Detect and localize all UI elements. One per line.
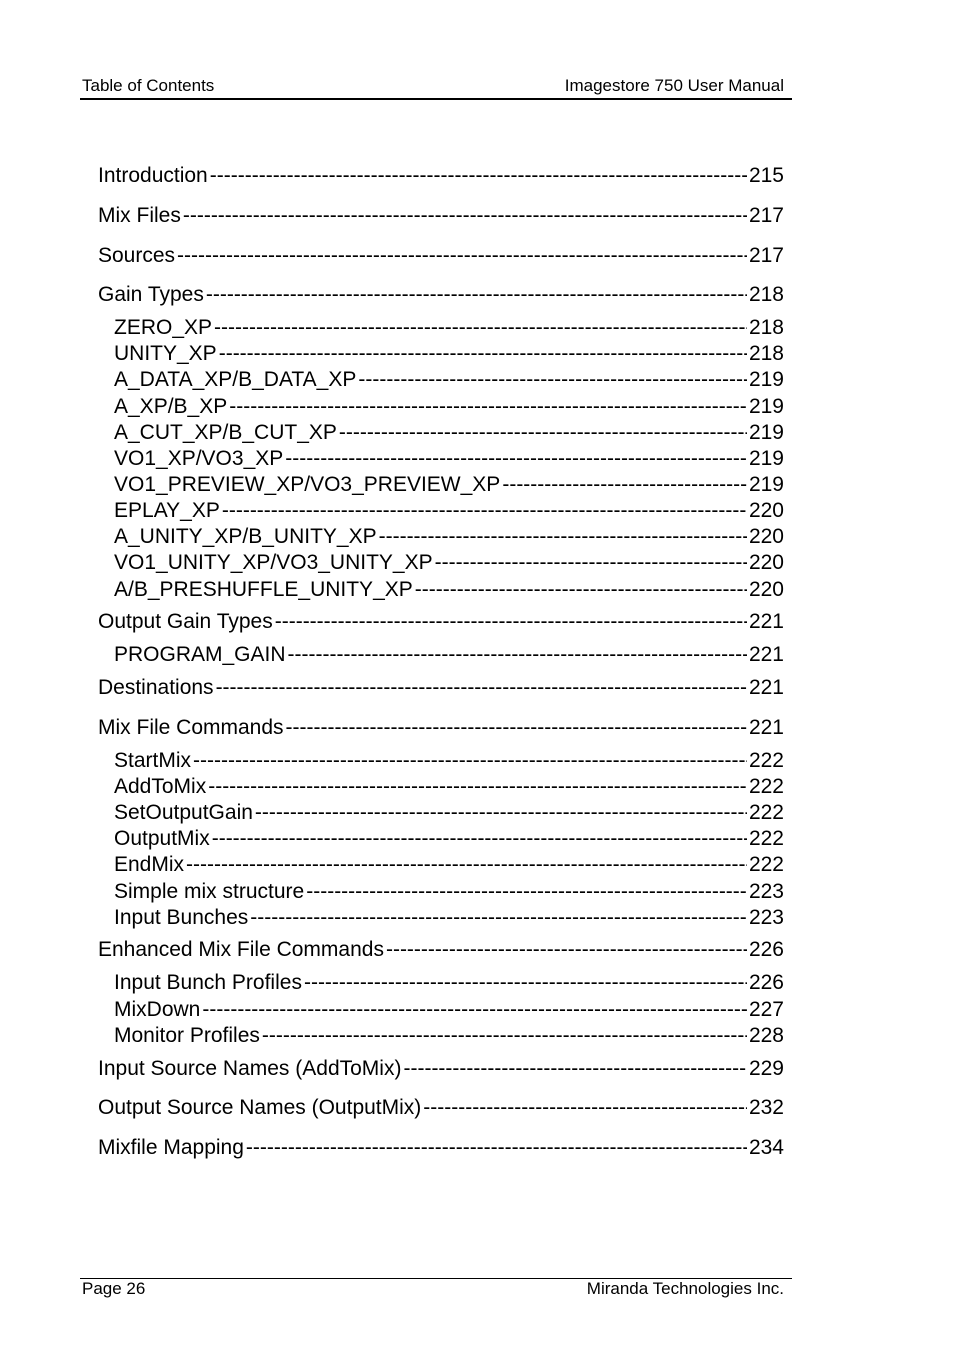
toc-leader-dots bbox=[288, 643, 747, 667]
toc-entry-title: UNITY_XP bbox=[114, 342, 217, 365]
toc-entry[interactable] bbox=[98, 164, 784, 188]
toc-entry[interactable] bbox=[98, 716, 784, 740]
toc-leader-dots bbox=[183, 204, 747, 228]
toc-entry-title: Input Source Names (AddToMix) bbox=[98, 1057, 402, 1080]
toc-leader-dots bbox=[304, 971, 747, 995]
toc-leader-dots bbox=[222, 499, 747, 523]
toc-leader-dots bbox=[275, 610, 747, 634]
toc-entry[interactable] bbox=[114, 578, 784, 602]
toc-entry[interactable] bbox=[114, 1024, 784, 1048]
toc-entry[interactable] bbox=[98, 244, 784, 268]
toc-entry-page: 234 bbox=[748, 1136, 784, 1159]
toc-entry-title: EPLAY_XP bbox=[114, 499, 220, 522]
toc-entry-title: SetOutputGain bbox=[114, 801, 253, 824]
toc-entry-page: 221 bbox=[748, 716, 784, 739]
toc-entry-page: 222 bbox=[748, 775, 784, 798]
toc-entry-title: A_XP/B_XP bbox=[114, 395, 228, 418]
toc-leader-dots bbox=[255, 801, 747, 825]
toc-entry-title: ZERO_XP bbox=[114, 316, 213, 339]
toc-entry[interactable] bbox=[114, 749, 784, 773]
toc-entry-page: 219 bbox=[748, 395, 784, 418]
toc-leader-dots bbox=[286, 716, 747, 740]
toc-entry-title: Mixfile Mapping bbox=[98, 1136, 244, 1159]
toc-entry-page: 229 bbox=[748, 1057, 784, 1080]
toc-entry[interactable] bbox=[114, 525, 784, 549]
toc-leader-dots bbox=[403, 1057, 746, 1081]
toc-entry-title: OutputMix bbox=[114, 827, 210, 850]
toc-entry-title: VO1_PREVIEW_XP/VO3_PREVIEW_XP bbox=[114, 473, 501, 496]
toc-entry[interactable] bbox=[114, 971, 784, 995]
toc-entry[interactable] bbox=[114, 342, 784, 366]
toc-entry-title: A/B_PRESHUFFLE_UNITY_XP bbox=[114, 578, 413, 601]
toc-entry-page: 222 bbox=[748, 853, 784, 876]
toc-entry-page: 220 bbox=[748, 578, 784, 601]
toc-entry-page: 226 bbox=[748, 971, 784, 994]
toc-entry-page: 232 bbox=[748, 1096, 784, 1119]
toc-entry-page: 222 bbox=[748, 827, 784, 850]
page-footer bbox=[80, 1278, 792, 1305]
toc-leader-dots bbox=[435, 551, 747, 575]
toc-entry[interactable] bbox=[114, 853, 784, 877]
toc-entry-title: PROGRAM_GAIN bbox=[114, 643, 286, 666]
toc-leader-dots bbox=[219, 342, 747, 366]
toc-entry-page: 215 bbox=[748, 164, 784, 187]
toc-entry[interactable] bbox=[114, 998, 784, 1022]
toc-leader-dots bbox=[210, 164, 747, 188]
toc-entry[interactable] bbox=[98, 1096, 784, 1120]
footer-company: Miranda Technologies Inc. bbox=[586, 1279, 784, 1298]
toc-entry-page: 220 bbox=[748, 525, 784, 548]
toc-entry-page: 222 bbox=[748, 749, 784, 772]
toc-entry-page: 223 bbox=[748, 906, 784, 929]
toc-entry[interactable] bbox=[114, 499, 784, 523]
toc-entry-title: Simple mix structure bbox=[114, 880, 305, 903]
toc-entry-page: 219 bbox=[748, 368, 784, 391]
toc-leader-dots bbox=[216, 676, 747, 700]
toc-entry-title: Introduction bbox=[98, 164, 208, 187]
toc-leader-dots bbox=[208, 775, 747, 799]
toc-leader-dots bbox=[229, 395, 747, 419]
toc-entry-title: Sources bbox=[98, 244, 176, 267]
toc-leader-dots bbox=[193, 749, 747, 773]
toc-leader-dots bbox=[262, 1024, 747, 1048]
page-header bbox=[80, 76, 792, 100]
toc-leader-dots bbox=[502, 473, 747, 497]
toc-entry-title: A_UNITY_XP/B_UNITY_XP bbox=[114, 525, 377, 548]
toc-entry[interactable] bbox=[98, 204, 784, 228]
toc-leader-dots bbox=[250, 906, 747, 930]
toc-entry-page: 223 bbox=[748, 880, 784, 903]
toc-entry-title: Output Gain Types bbox=[98, 610, 273, 633]
toc-entry-page: 227 bbox=[748, 998, 784, 1021]
toc-entry[interactable] bbox=[114, 906, 784, 930]
toc-entry-page: 219 bbox=[748, 473, 784, 496]
toc-entry[interactable] bbox=[114, 827, 784, 851]
toc-entry-page: 228 bbox=[748, 1024, 784, 1047]
toc-leader-dots bbox=[206, 283, 747, 307]
toc-entry[interactable] bbox=[114, 421, 784, 445]
toc-entry-page: 219 bbox=[748, 447, 784, 470]
toc-entry[interactable] bbox=[114, 316, 784, 340]
toc-entry[interactable] bbox=[98, 938, 784, 962]
toc-entry[interactable] bbox=[114, 395, 784, 419]
toc-leader-dots bbox=[358, 368, 747, 392]
toc-entry[interactable] bbox=[114, 880, 784, 904]
toc-leader-dots bbox=[339, 421, 747, 445]
toc-entry-page: 218 bbox=[748, 342, 784, 365]
toc-entry-page: 218 bbox=[748, 316, 784, 339]
toc-entry-title: Mix File Commands bbox=[98, 716, 284, 739]
toc-entry-title: Output Source Names (OutputMix) bbox=[98, 1096, 422, 1119]
toc-entry[interactable] bbox=[114, 447, 784, 471]
header-section-title: Table of Contents bbox=[82, 76, 215, 95]
toc-entry-title: Destinations bbox=[98, 676, 214, 699]
toc-entry-title: AddToMix bbox=[114, 775, 207, 798]
toc-entry-page: 219 bbox=[748, 421, 784, 444]
toc-entry-title: Input Bunch Profiles bbox=[114, 971, 302, 994]
toc-leader-dots bbox=[246, 1136, 747, 1160]
toc-entry-page: 220 bbox=[748, 499, 784, 522]
toc-entry-page: 221 bbox=[748, 676, 784, 699]
toc-leader-dots bbox=[212, 827, 747, 851]
header-manual-title: Imagestore 750 User Manual bbox=[564, 76, 784, 95]
toc-entry[interactable] bbox=[114, 368, 784, 392]
toc-entry-title: StartMix bbox=[114, 749, 192, 772]
toc-entry-page: 222 bbox=[748, 801, 784, 824]
toc-leader-dots bbox=[285, 447, 747, 471]
toc-entry[interactable] bbox=[98, 676, 784, 700]
toc-entry-title: Enhanced Mix File Commands bbox=[98, 938, 384, 961]
toc-entry-page: 226 bbox=[748, 938, 784, 961]
toc-entry[interactable] bbox=[114, 473, 784, 497]
toc-leader-dots bbox=[186, 853, 747, 877]
toc-entry[interactable] bbox=[98, 1057, 784, 1081]
toc-entry-title: Gain Types bbox=[98, 283, 204, 306]
toc-entry[interactable] bbox=[98, 1136, 784, 1160]
toc-entry-title: Mix Files bbox=[98, 204, 181, 227]
toc-entry-title: VO1_XP/VO3_XP bbox=[114, 447, 284, 470]
toc-entry[interactable] bbox=[114, 775, 784, 799]
toc-leader-dots bbox=[415, 578, 747, 602]
toc-entry[interactable] bbox=[98, 283, 784, 307]
toc-leader-dots bbox=[423, 1096, 747, 1120]
toc-entry-title: MixDown bbox=[114, 998, 201, 1021]
toc-leader-dots bbox=[214, 316, 747, 340]
toc-entry-page: 218 bbox=[748, 283, 784, 306]
toc-entry[interactable] bbox=[98, 610, 784, 634]
toc-entry[interactable] bbox=[114, 551, 784, 575]
toc-entry-title: Input Bunches bbox=[114, 906, 249, 929]
toc-leader-dots bbox=[386, 938, 747, 962]
toc-entry[interactable] bbox=[114, 801, 784, 825]
toc-entry-title: VO1_UNITY_XP/VO3_UNITY_XP bbox=[114, 551, 433, 574]
toc-entry-page: 221 bbox=[748, 643, 784, 666]
toc-entry-page: 221 bbox=[748, 610, 784, 633]
toc-entry-title: A_DATA_XP/B_DATA_XP bbox=[114, 368, 357, 391]
footer-page-number: Page 26 bbox=[82, 1279, 146, 1298]
toc-leader-dots bbox=[177, 244, 747, 268]
toc-entry-title: A_CUT_XP/B_CUT_XP bbox=[114, 421, 337, 444]
toc-entry-page: 220 bbox=[748, 551, 784, 574]
toc-entry-page: 217 bbox=[748, 244, 784, 267]
toc-entry-page: 217 bbox=[748, 204, 784, 227]
toc-leader-dots bbox=[306, 880, 747, 904]
toc-leader-dots bbox=[379, 525, 747, 549]
toc-entry-title: Monitor Profiles bbox=[114, 1024, 260, 1047]
toc-entry[interactable] bbox=[114, 643, 784, 667]
toc-leader-dots bbox=[202, 998, 747, 1022]
toc-entry-title: EndMix bbox=[114, 853, 185, 876]
